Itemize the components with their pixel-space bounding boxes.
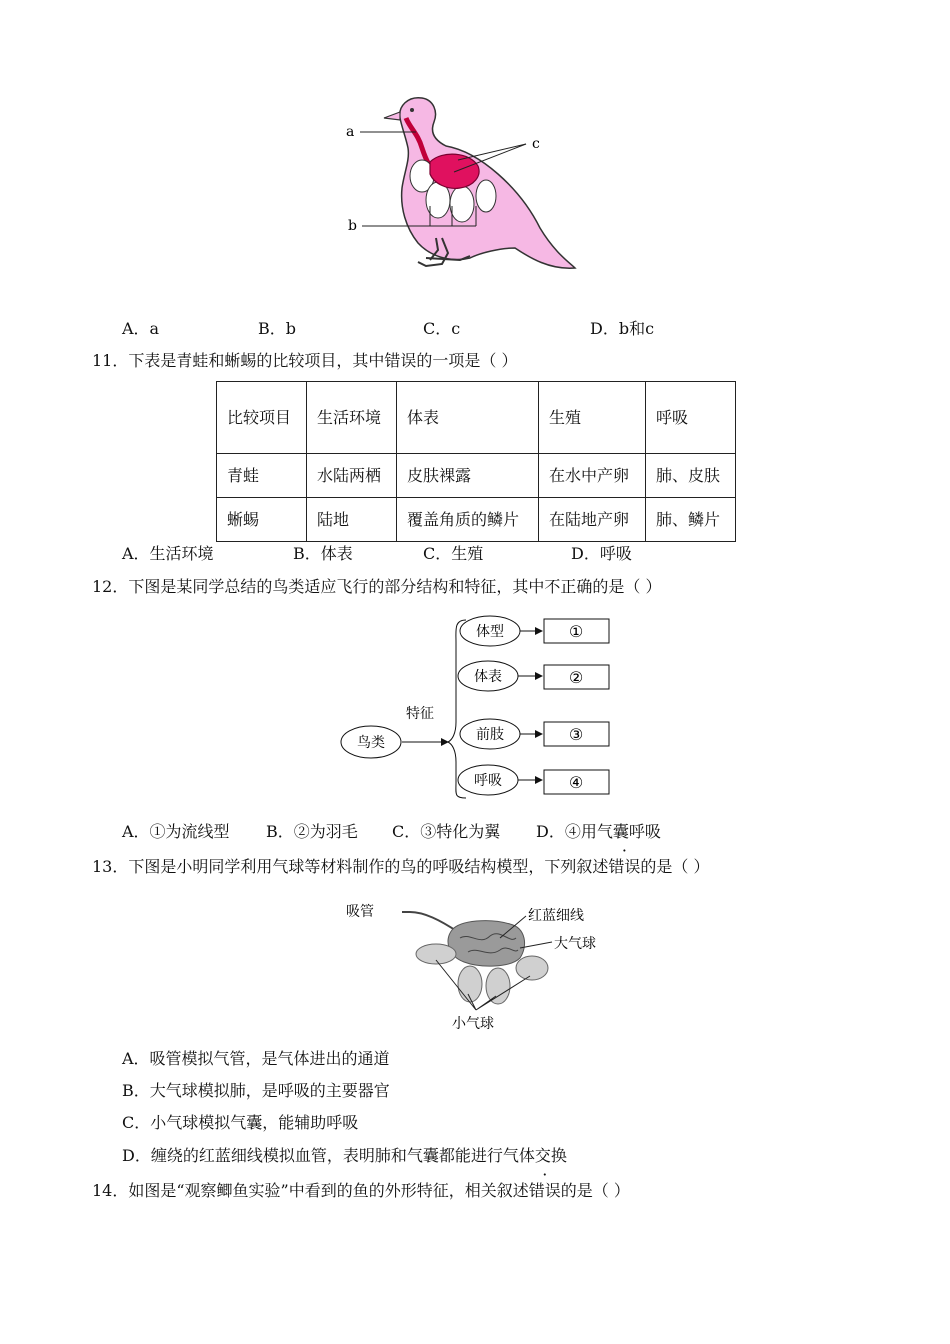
table-cell: 皮肤裸露 bbox=[397, 454, 539, 498]
q10-option-a[interactable]: A．a bbox=[122, 319, 160, 338]
q12-option-c[interactable]: C．③特化为翼 bbox=[392, 822, 501, 841]
q10-option-d[interactable]: D．b和c bbox=[590, 319, 655, 338]
pigeon-respiratory-figure bbox=[330, 88, 590, 278]
table-cell: 生活环境 bbox=[307, 382, 397, 454]
table-cell: 水陆两栖 bbox=[307, 454, 397, 498]
label-thread: 红蓝细线 bbox=[528, 908, 584, 924]
label-a: a bbox=[346, 124, 355, 140]
q14-stem-emphasis: 错误 bbox=[528, 1181, 561, 1200]
table-cell: 在水中产卵 bbox=[539, 454, 646, 498]
table-header-row bbox=[217, 382, 736, 454]
q11-option-d[interactable]: D．呼吸 bbox=[571, 544, 632, 563]
q11-stem: 11．下表是青蛙和蜥蜴的比较项目，其中错误的一项是（ ） bbox=[92, 351, 518, 370]
connector-label: 特征 bbox=[406, 706, 434, 722]
label-straw: 吸管 bbox=[346, 904, 374, 920]
q13-stem-text: 13．下图是小明同学利用气球等材料制作的鸟的呼吸结构模型，下列叙述 bbox=[92, 857, 609, 876]
q11-option-a[interactable]: A．生活环境 bbox=[122, 544, 214, 563]
table-cell: 比较项目 bbox=[217, 382, 307, 454]
table-cell: 体表 bbox=[397, 382, 539, 454]
root-node-label: 鸟类 bbox=[357, 735, 385, 751]
branch-label-respiration: 呼吸 bbox=[474, 773, 502, 789]
table-cell: 青蛙 bbox=[217, 454, 307, 498]
table-cell: 肺、皮肤 bbox=[646, 454, 736, 498]
q12-option-a[interactable]: A．①为流线型 bbox=[122, 822, 230, 841]
q13-option-b[interactable]: B．大气球模拟肺，是呼吸的主要器官 bbox=[122, 1081, 390, 1100]
table-row bbox=[217, 498, 736, 542]
result-box-2: ② bbox=[568, 668, 584, 687]
label-small-balloon: 小气球 bbox=[452, 1016, 494, 1032]
q14-stem bbox=[92, 1180, 630, 1202]
q11-option-b[interactable]: B．体表 bbox=[293, 544, 353, 563]
table-cell: 蜥蜴 bbox=[217, 498, 307, 542]
table-cell: 在陆地产卵 bbox=[539, 498, 646, 542]
branch-label-body-shape: 体型 bbox=[476, 624, 504, 640]
label-c: c bbox=[532, 136, 540, 152]
table-cell: 呼吸 bbox=[646, 382, 736, 454]
branch-label-body-surface: 体表 bbox=[474, 669, 502, 685]
branch-label-forelimb: 前肢 bbox=[476, 727, 504, 743]
q12-option-b[interactable]: B．②为羽毛 bbox=[266, 822, 358, 841]
bird-respiration-model-figure bbox=[340, 898, 610, 1036]
label-big-balloon: 大气球 bbox=[554, 936, 596, 952]
result-box-4: ④ bbox=[568, 773, 584, 792]
q11-option-c[interactable]: C．生殖 bbox=[423, 544, 484, 563]
lungs bbox=[430, 154, 479, 188]
bird-features-diagram bbox=[340, 612, 620, 802]
q13-option-c[interactable]: C．小气球模拟气囊，能辅助呼吸 bbox=[122, 1113, 359, 1132]
q10-option-c[interactable]: C．c bbox=[423, 319, 461, 338]
comparison-table bbox=[216, 381, 736, 542]
q13-stem bbox=[92, 856, 709, 878]
table-cell: 生殖 bbox=[539, 382, 646, 454]
q13-stem-emphasis: 错误 bbox=[608, 857, 641, 876]
q13-stem-tail: 的是（ ） bbox=[640, 857, 710, 876]
q14-stem-tail: 的是（ ） bbox=[560, 1181, 630, 1200]
label-b: b bbox=[348, 218, 357, 234]
result-box-3: ③ bbox=[568, 725, 584, 744]
q14-stem-text: 14．如图是“观察鲫鱼实验”中看到的鱼的外形特征，相关叙述 bbox=[92, 1181, 529, 1200]
table-cell: 陆地 bbox=[307, 498, 397, 542]
q12-stem: 12．下图是某同学总结的鸟类适应飞行的部分结构和特征，其中不正确的是（ ） bbox=[92, 577, 662, 596]
table-row bbox=[217, 454, 736, 498]
result-box-1: ① bbox=[568, 622, 584, 641]
q13-option-a[interactable]: A．吸管模拟气管，是气体进出的通道 bbox=[122, 1049, 390, 1068]
table-cell: 覆盖角质的鳞片 bbox=[397, 498, 539, 542]
table-cell: 肺、鳞片 bbox=[646, 498, 736, 542]
q10-option-b[interactable]: B．b bbox=[258, 319, 297, 338]
q12-option-d[interactable]: D．④用气囊呼吸 bbox=[536, 822, 661, 841]
q13-option-d[interactable]: D．缠绕的红蓝细线模拟血管，表明肺和气囊都能进行气体交换 bbox=[122, 1146, 567, 1165]
